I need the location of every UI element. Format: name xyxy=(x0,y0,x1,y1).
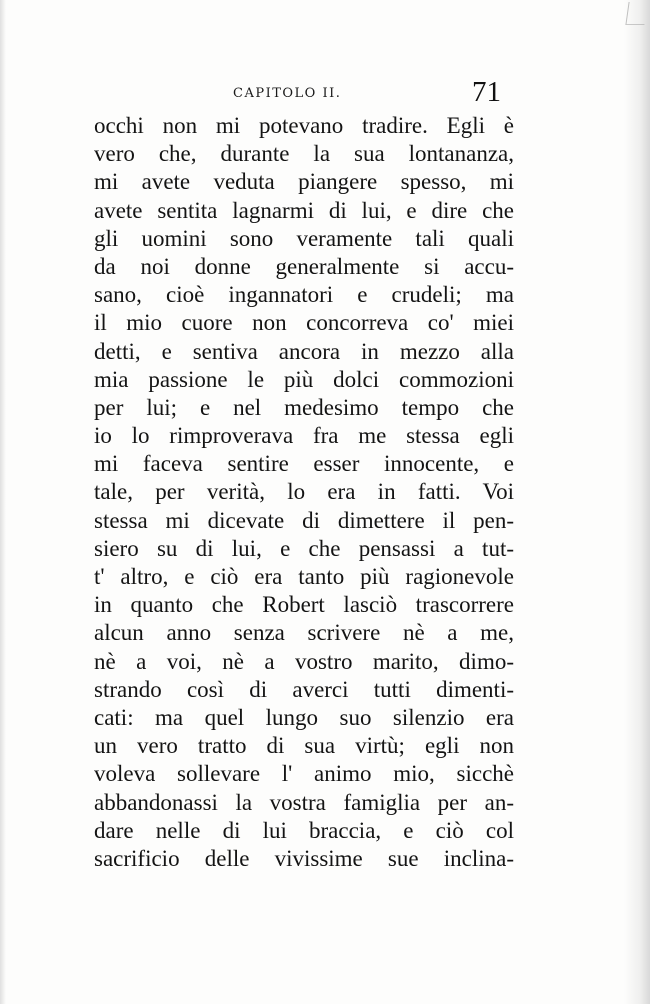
page-left-edge-shadow xyxy=(0,0,6,1004)
text-line: nè a voi, nè a vostro marito, dimo- xyxy=(94,648,514,674)
text-line: alcun anno senza scrivere nè a me, xyxy=(94,620,514,646)
text-line: t' altro, e ciò era tanto più ragionevole xyxy=(94,564,514,589)
text-line: da noi donne generalmente si accu- xyxy=(94,253,514,279)
text-line: gli uomini sono veramente tali quali xyxy=(94,225,514,251)
text-line: voleva sollevare l' animo mio, sicchè xyxy=(94,761,514,787)
text-line: mi faceva sentire esser innocente, e xyxy=(94,451,514,477)
text-line: stessa mi dicevate di dimettere il pen- xyxy=(94,507,514,533)
text-line: abbandonassi la vostra famiglia per an- xyxy=(94,789,514,815)
page-right-edge-shadow xyxy=(624,0,650,1004)
text-line: tale, per verità, lo era in fatti. Voi xyxy=(94,479,514,505)
text-line: strando così di averci tutti dimenti- xyxy=(94,676,514,702)
text-line: detti, e sentiva ancora in mezzo alla xyxy=(94,338,514,364)
text-line: occhi non mi potevano tradire. Egli è xyxy=(94,113,514,138)
page-number: 71 xyxy=(472,76,501,108)
text-line: in quanto che Robert lasciò trascorrere xyxy=(94,592,514,618)
text-line: avete sentita lagnarmi di lui, e dire che xyxy=(94,197,514,223)
text-line: sacrificio delle vivissime sue inclina- xyxy=(94,845,514,871)
text-line: io lo rimproverava fra me stessa egli xyxy=(94,423,514,449)
text-line: un vero tratto di sua virtù; egli non xyxy=(94,733,514,759)
page-corner-fold xyxy=(625,2,647,25)
body-text xyxy=(94,112,514,873)
text-line: il mio cuore non concorreva co' miei xyxy=(94,310,514,336)
text-line: vero che, durante la sua lontananza, xyxy=(94,141,514,167)
text-line: siero su di lui, e che pensassi a tut- xyxy=(94,535,514,561)
text-line: sano, cioè ingannatori e crudeli; ma xyxy=(94,282,514,308)
text-line: mia passione le più dolci commozioni xyxy=(94,366,514,392)
text-line: cati: ma quel lungo suo silenzio era xyxy=(94,704,514,730)
text-line: dare nelle di lui braccia, e ciò col xyxy=(94,817,514,843)
text-line: per lui; e nel medesimo tempo che xyxy=(94,394,514,420)
running-head: CAPITOLO II. xyxy=(233,86,342,101)
text-line: mi avete veduta piangere spesso, mi xyxy=(94,169,514,195)
